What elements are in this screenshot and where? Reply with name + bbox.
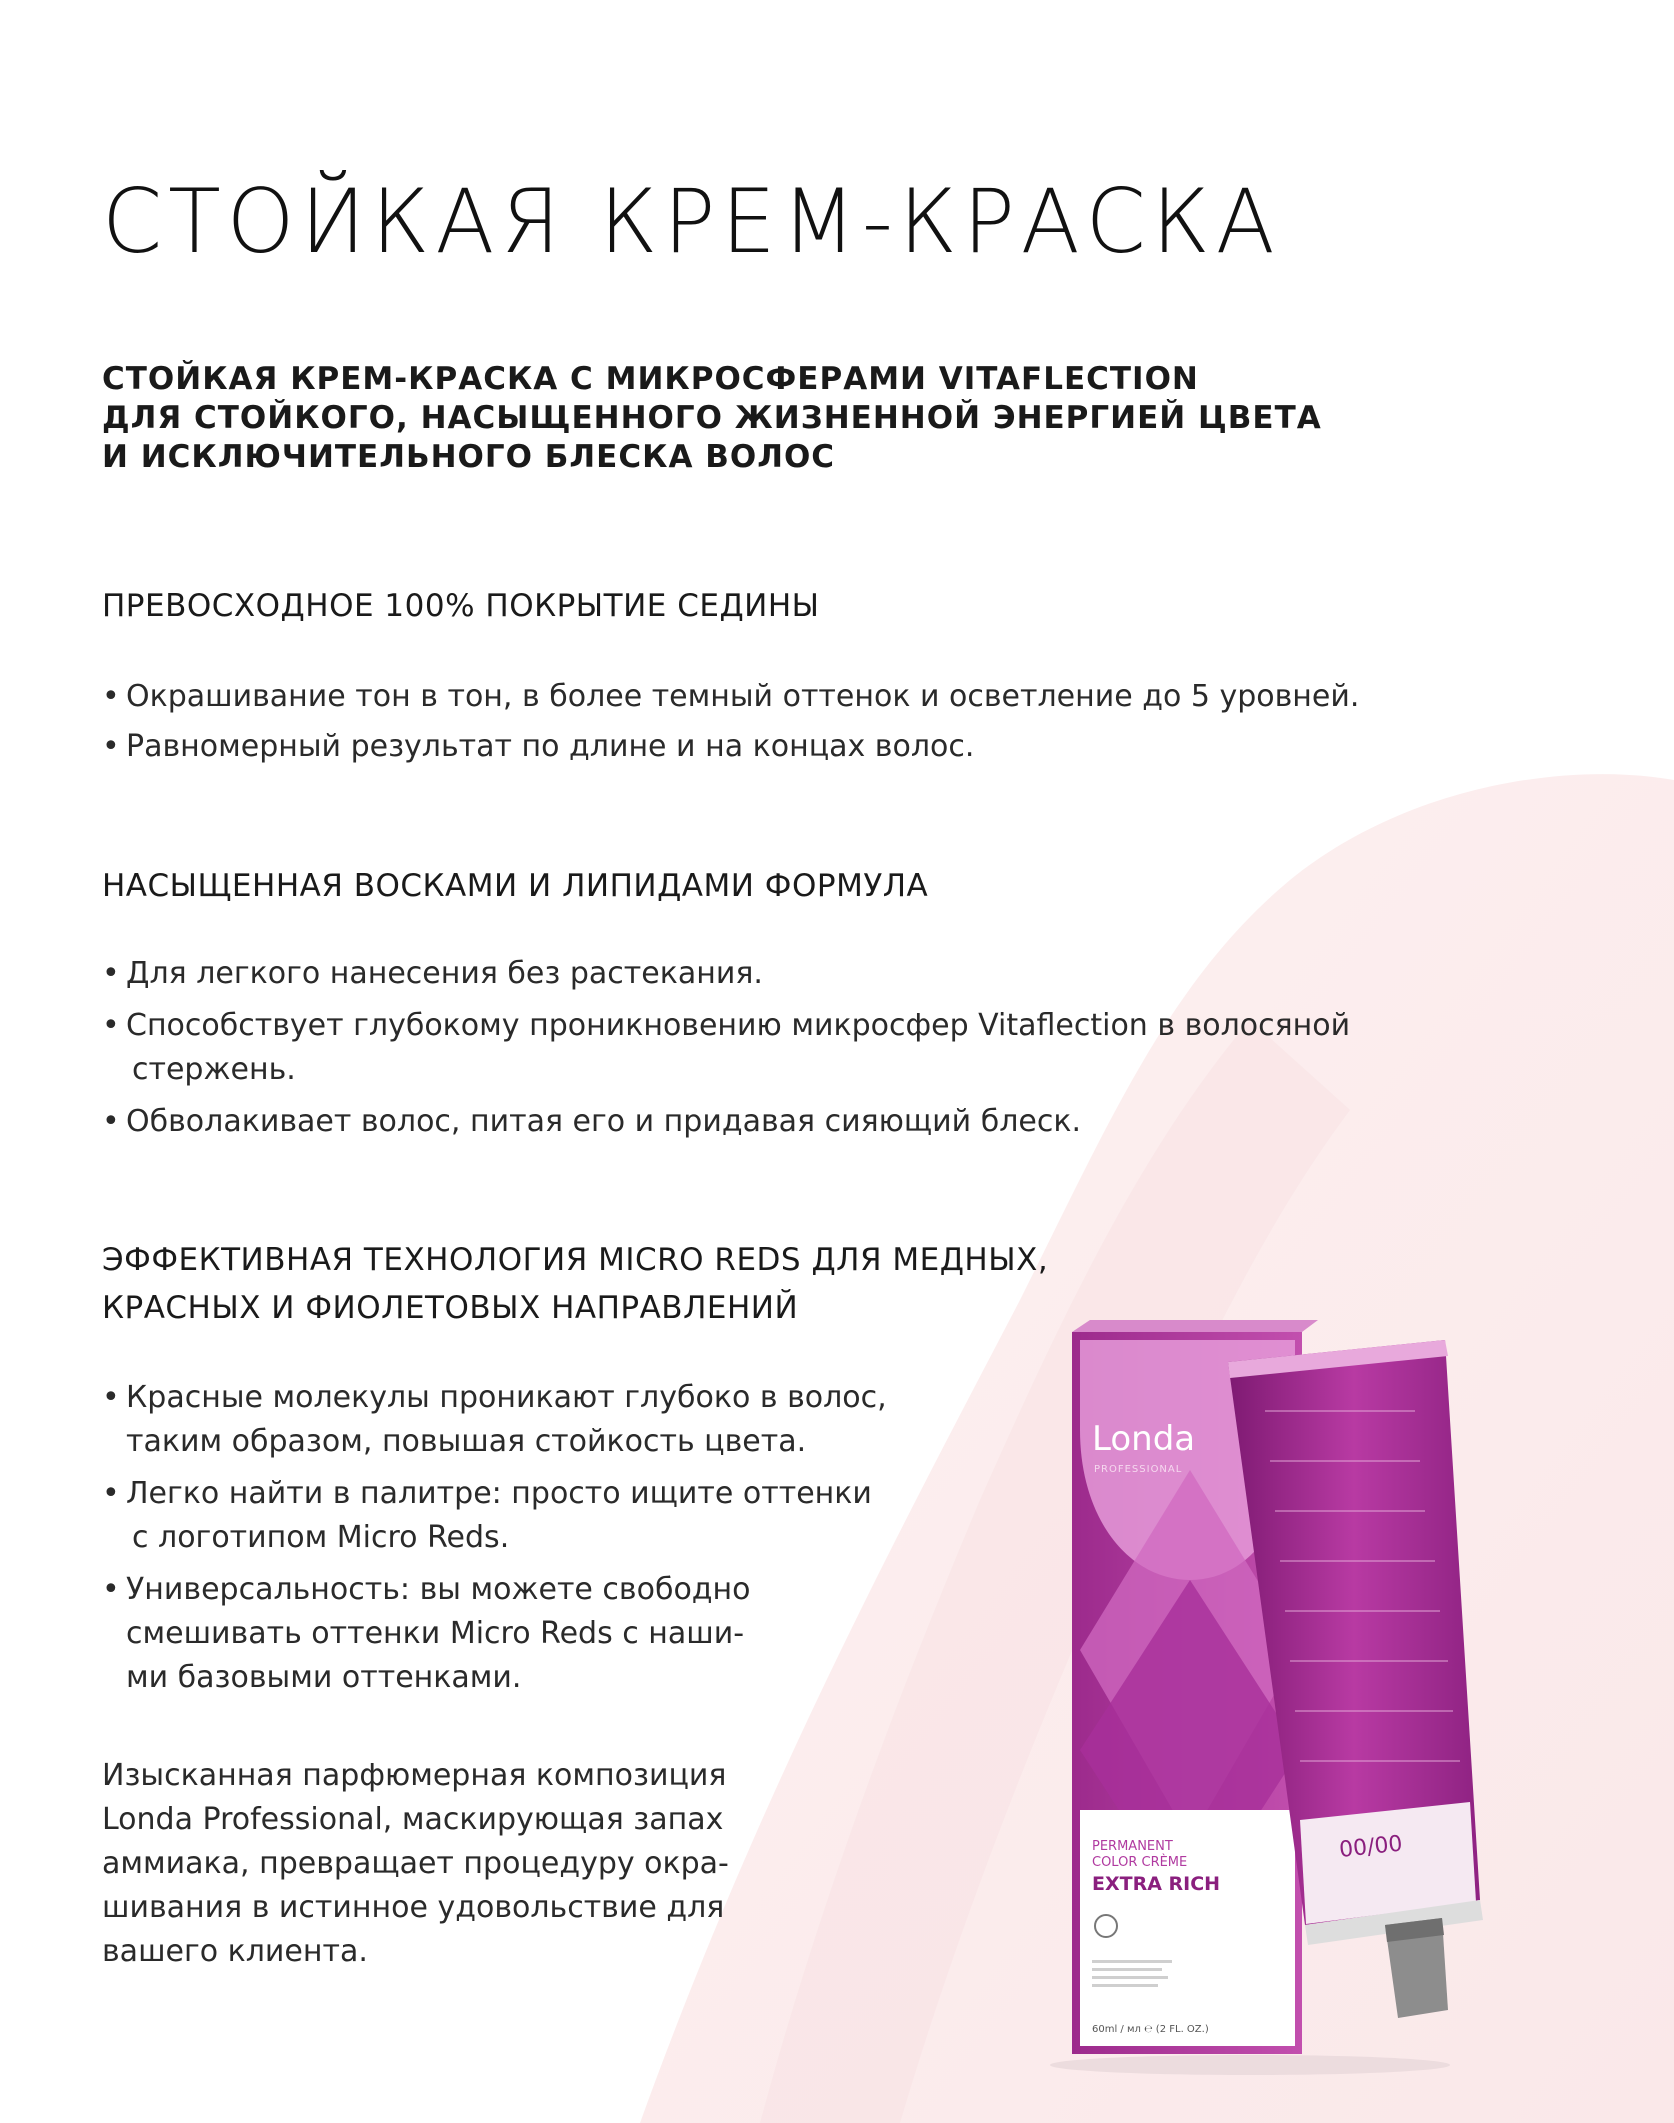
list-item: • Универсальность: вы можете свободно <box>102 1568 887 1612</box>
closing-paragraph <box>102 1754 729 1974</box>
paragraph-line: вашего клиента. <box>102 1934 368 1969</box>
list-item: • Способствует глубокому проникновению микросфер Vitaflection в волосяной <box>102 1004 1350 1048</box>
list-item-continuation: ми базовыми оттенками. <box>126 1660 522 1695</box>
list-item: • Красные молекулы проникают глубоко в волос, <box>102 1376 887 1420</box>
heading-line: КРАСНЫХ И ФИОЛЕТОВЫХ НАПРАВЛЕНИЙ <box>102 1290 799 1326</box>
list-item-continuation: с логотипом Micro Reds. <box>132 1520 510 1555</box>
page-title: СТОЙКАЯ КРЕМ-КРАСКА <box>102 170 1281 273</box>
product-volume: 60ml / мл ℮ (2 FL. OZ.) <box>1092 2024 1209 2035</box>
list-item: • Равномерный результат по длине и на концах волос. <box>102 722 1359 772</box>
list-item-continuation: смешивать оттенки Micro Reds с наши- <box>126 1616 745 1651</box>
product-shadow <box>1050 2055 1450 2075</box>
paragraph-line: Изысканная парфюмерная композиция <box>102 1758 727 1793</box>
section2-bullets <box>102 952 1350 1144</box>
section-heading-formula: НАСЫЩЕННАЯ ВОСКАМИ И ЛИПИДАМИ ФОРМУЛА <box>102 868 929 904</box>
product-image <box>1050 1320 1610 2080</box>
list-item-continuation: стержень. <box>132 1052 296 1087</box>
product-line3: EXTRA RICH <box>1092 1873 1221 1895</box>
product-line2: COLOR CRÈME <box>1092 1855 1188 1870</box>
paragraph-line: аммиака, превращает процедуру окра- <box>102 1846 729 1881</box>
list-item-continuation: таким образом, повышая стойкость цвета. <box>126 1424 807 1459</box>
lead-line: СТОЙКАЯ КРЕМ-КРАСКА С МИКРОСФЕРАМИ VITAFLECTION <box>102 361 1199 397</box>
heading-line: ЭФФЕКТИВНАЯ ТЕХНОЛОГИЯ MICRO REDS ДЛЯ МЕДНЫХ, <box>102 1242 1049 1278</box>
section3-bullets <box>102 1376 887 1700</box>
lead-text <box>102 360 1322 477</box>
paragraph-line: Londa Professional, маскирующая запах <box>102 1802 724 1837</box>
product-brand-sub: PROFESSIONAL <box>1094 1464 1183 1475</box>
product-shade: 00/00 <box>1338 1831 1404 1863</box>
section-heading-micro-reds <box>102 1236 1048 1332</box>
list-item: • Окрашивание тон в тон, в более темный оттенок и осветление до 5 уровней. <box>102 672 1359 722</box>
list-item: • Обволакивает волос, питая его и придавая сияющий блеск. <box>102 1100 1350 1144</box>
list-item: • Для легкого нанесения без растекания. <box>102 952 1350 996</box>
list-item: • Легко найти в палитре: просто ищите оттенки <box>102 1472 887 1516</box>
section-heading-gray-coverage: ПРЕВОСХОДНОЕ 100% ПОКРЫТИЕ СЕДИНЫ <box>102 588 820 624</box>
product-brand: Londa <box>1092 1419 1196 1459</box>
section1-bullets <box>102 672 1359 772</box>
lead-line: И ИСКЛЮЧИТЕЛЬНОГО БЛЕСКА ВОЛОС <box>102 439 836 475</box>
paragraph-line: шивания в истинное удовольствие для <box>102 1890 725 1925</box>
lead-line: ДЛЯ СТОЙКОГО, НАСЫЩЕННОГО ЖИЗНЕННОЙ ЭНЕРГИЕЙ ЦВЕТА <box>102 400 1322 436</box>
product-line1: PERMANENT <box>1092 1839 1173 1854</box>
